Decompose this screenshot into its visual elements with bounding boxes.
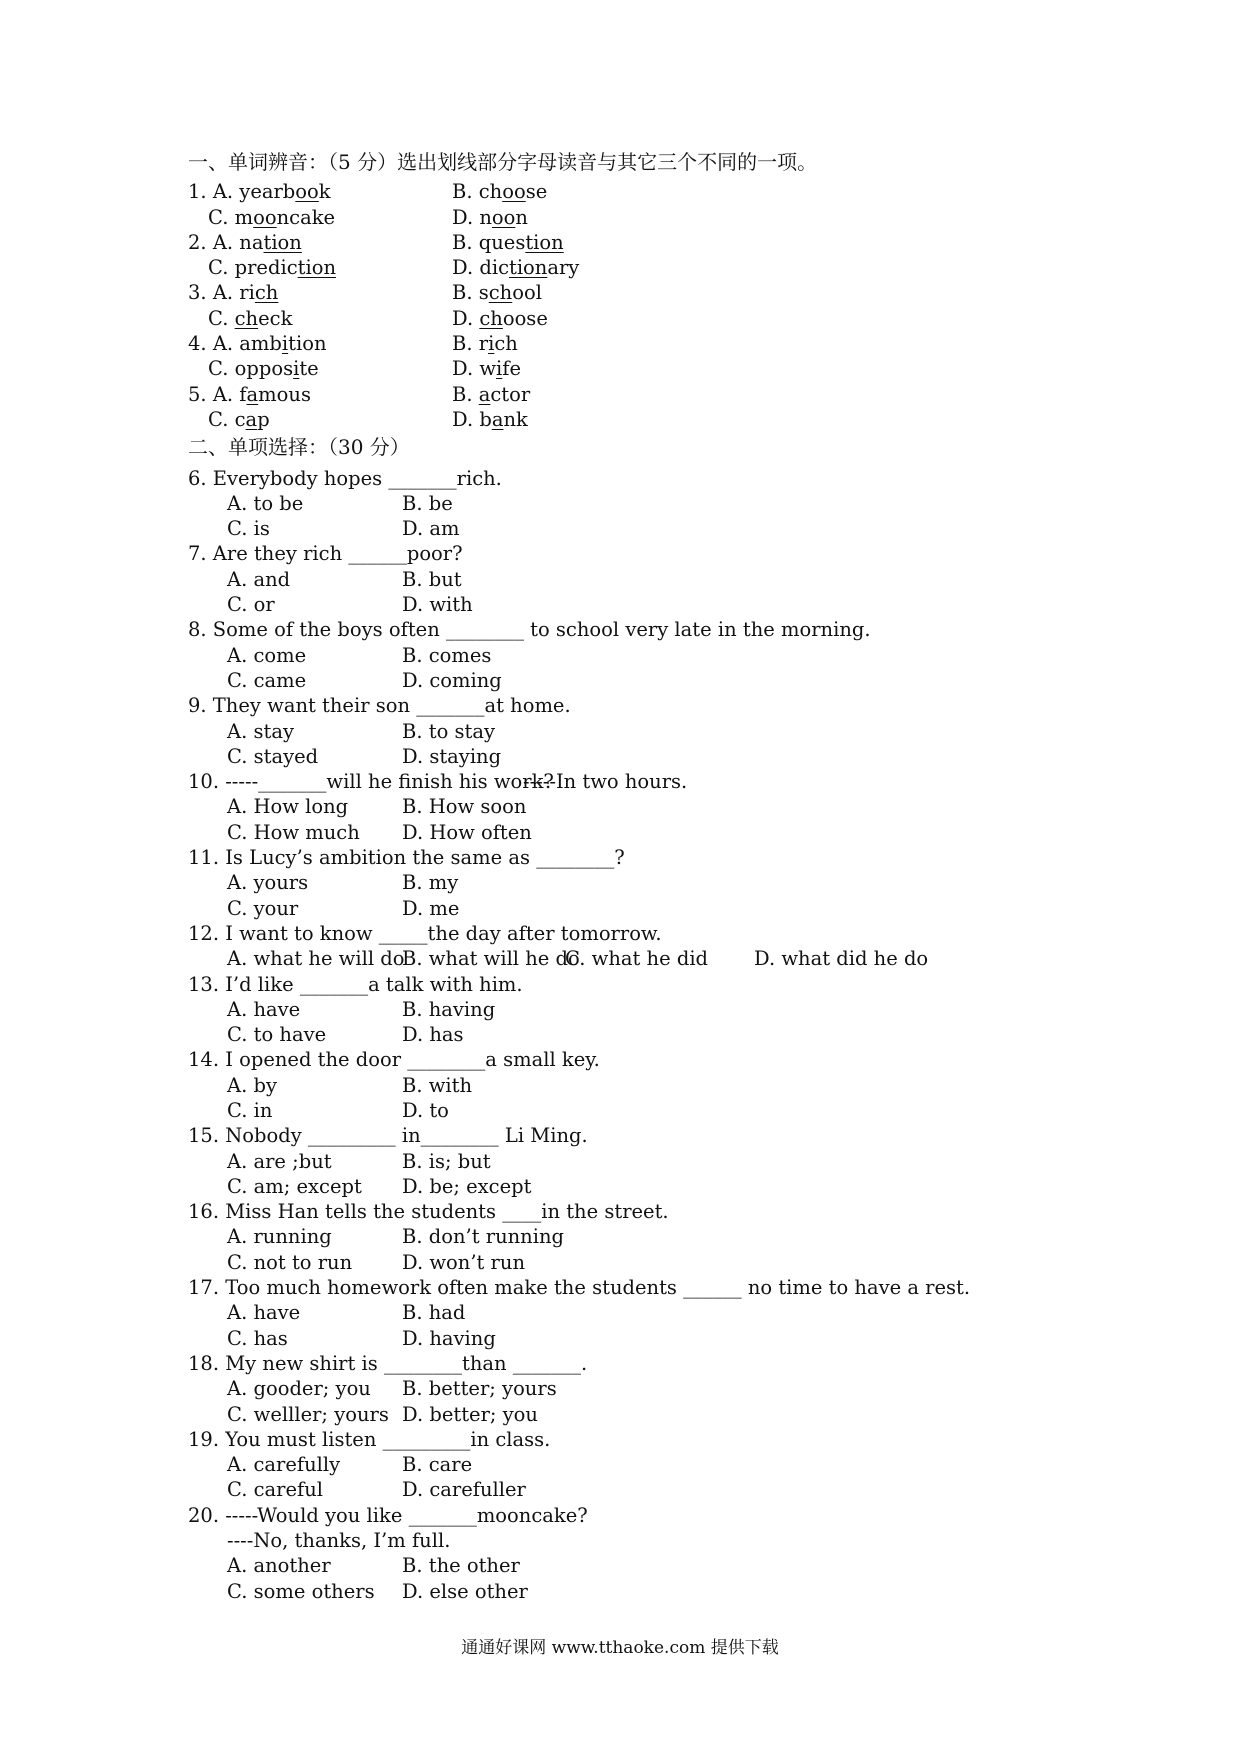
- word-part: c: [234, 407, 246, 431]
- option-d: D. else other: [402, 1579, 528, 1603]
- option-label: D.: [452, 357, 480, 381]
- underlined-letters: oo: [491, 205, 516, 229]
- phonetic-col-left: [188, 382, 311, 407]
- option-c: C. or: [227, 593, 275, 617]
- options-row: [188, 1452, 1068, 1477]
- phonetic-col-right: [452, 230, 564, 255]
- option-c: C. welller; yours: [227, 1402, 389, 1426]
- option-d: D. better; you: [402, 1402, 538, 1426]
- word-part: oose: [502, 306, 548, 330]
- option-label: A.: [212, 281, 240, 305]
- option-label: B.: [452, 382, 479, 406]
- word-part: m: [234, 205, 254, 229]
- options-row: [188, 1250, 1068, 1275]
- question-stem: [188, 1199, 1068, 1224]
- word-part: w: [479, 357, 497, 381]
- section-heading-choice: 二、单项选择：（30 分）: [188, 435, 410, 460]
- option-d: D. won’t run: [402, 1250, 525, 1274]
- options-row: [188, 1376, 1068, 1401]
- option-d: D. what did he do: [754, 947, 929, 971]
- phonetic-col-left: [208, 205, 335, 230]
- word-part: tion: [288, 332, 327, 356]
- option-label: B.: [452, 281, 479, 305]
- options-row: [188, 668, 1068, 693]
- question-text: 16. Miss Han tells the students ____in the street.: [188, 1200, 669, 1224]
- question-stem: [188, 1351, 1068, 1376]
- option-d: [452, 357, 521, 380]
- option-label: B.: [452, 180, 479, 204]
- option-c: C. stayed: [227, 744, 319, 768]
- option-a: A. by: [227, 1073, 277, 1097]
- phonetic-col-left: [208, 306, 292, 331]
- options-row: [188, 491, 1068, 516]
- phonetic-item: [188, 280, 1068, 305]
- question-stem: [188, 845, 1068, 870]
- word-part: ch: [494, 332, 518, 356]
- word-part: f: [239, 382, 247, 406]
- option-d: D. me: [402, 896, 460, 920]
- option-a: [213, 383, 311, 406]
- option-d: D. to: [402, 1098, 449, 1122]
- option-b: B. is; but: [402, 1149, 491, 1173]
- option-b: B. comes: [402, 643, 492, 667]
- item-number: 1.: [188, 180, 213, 204]
- option-b: B. don’t running: [402, 1225, 565, 1249]
- option-label: C.: [208, 256, 235, 280]
- underlined-letters: a: [478, 382, 491, 406]
- word-part: n: [479, 205, 492, 229]
- question-stem: [188, 466, 1068, 491]
- option-label: D.: [452, 256, 480, 280]
- exam-page: [188, 150, 1068, 1604]
- option-b: B. had: [402, 1301, 466, 1325]
- option-label: C.: [208, 306, 235, 330]
- word-part: mous: [258, 382, 311, 406]
- option-d: D. staying: [402, 744, 502, 768]
- underlined-letters: i: [281, 332, 289, 356]
- option-d: [452, 408, 528, 431]
- option-label: D.: [452, 407, 480, 431]
- option-a: A. come: [227, 643, 307, 667]
- question-text: 20. -----Would you like _______mooncake?: [188, 1503, 588, 1527]
- word-part: ool: [512, 281, 542, 305]
- option-c: C. to have: [227, 1023, 327, 1047]
- option-c: C. has: [227, 1326, 288, 1350]
- option-c: C. not to run: [227, 1250, 353, 1274]
- options-row: [188, 896, 1068, 921]
- option-c: [208, 206, 335, 229]
- option-c: [208, 357, 319, 380]
- option-a: [213, 180, 331, 203]
- option-a: A. have: [227, 1301, 301, 1325]
- question-text: 8. Some of the boys often ________ to school very late in the morning.: [188, 618, 871, 642]
- word-part: eck: [258, 306, 293, 330]
- word-part: ctor: [490, 382, 531, 406]
- word-part: ary: [547, 256, 580, 280]
- question-text: 11. Is Lucy’s ambition the same as ________?: [188, 846, 625, 870]
- option-d: [452, 256, 579, 279]
- option-a: A. another: [227, 1554, 331, 1578]
- answer-dialogue: -----In two hours.: [523, 770, 688, 794]
- option-c: C. careful: [227, 1478, 324, 1502]
- option-d: D. has: [402, 1023, 464, 1047]
- option-d: D. with: [402, 593, 473, 617]
- options-row: [188, 946, 1068, 971]
- word-part: b: [479, 407, 492, 431]
- question-text: 7. Are they rich ______poor?: [188, 542, 463, 566]
- option-a: A. stay: [227, 719, 294, 743]
- item-number: 3.: [188, 281, 213, 305]
- option-label: B.: [452, 332, 479, 356]
- underlined-letters: tion: [263, 230, 302, 254]
- word-part: yearb: [239, 180, 296, 204]
- options-row: [188, 516, 1068, 541]
- option-a: [213, 281, 279, 304]
- word-part: amb: [239, 332, 282, 356]
- options-row: [188, 997, 1068, 1022]
- phonetic-col-right: [452, 179, 547, 204]
- phonetic-col-right: [452, 280, 542, 305]
- options-row: [188, 1477, 1068, 1502]
- phonetic-col-right: [452, 356, 521, 381]
- question-text: 18. My new shirt is ________than _______.: [188, 1351, 588, 1375]
- option-c: C. came: [227, 668, 307, 692]
- option-b: [452, 231, 564, 254]
- word-part: n: [515, 205, 528, 229]
- option-a: A. How long: [227, 795, 349, 819]
- section-heading-phonetics: 一、单词辨音：（5 分）选出划线部分字母读音与其它三个不同的一项。: [188, 150, 818, 174]
- phonetic-col-left: [208, 255, 336, 280]
- option-label: C.: [208, 407, 235, 431]
- option-d: [452, 206, 528, 229]
- question-stem: [188, 921, 1068, 946]
- underlined-letters: i: [293, 357, 300, 381]
- phonetic-col-left: [208, 407, 270, 432]
- options-row: [188, 794, 1068, 819]
- question-stem: [188, 617, 1068, 642]
- word-part: nk: [503, 407, 528, 431]
- question-text: 13. I’d like _______a talk with him.: [188, 972, 523, 996]
- phonetic-col-right: [452, 382, 530, 407]
- underlined-letters: oo: [253, 205, 277, 229]
- option-a: A. carefully: [227, 1453, 341, 1477]
- underlined-letters: ch: [488, 281, 513, 305]
- option-label: A.: [212, 332, 240, 356]
- option-c: C. am; except: [227, 1174, 362, 1198]
- options-row: [188, 1553, 1068, 1578]
- phonetic-col-left: [208, 356, 319, 381]
- question-stem: [188, 972, 1068, 997]
- options-row: [188, 719, 1068, 744]
- word-part: ncake: [276, 205, 336, 229]
- option-c: [208, 307, 292, 330]
- option-d: D. How often: [402, 820, 532, 844]
- underlined-letters: a: [491, 407, 504, 431]
- option-d: [452, 307, 548, 330]
- option-b: [452, 332, 518, 355]
- word-part: oppos: [234, 357, 294, 381]
- option-a: [213, 332, 327, 355]
- question-text: 12. I want to know _____the day after tomorrow.: [188, 921, 662, 945]
- option-b: B. having: [402, 997, 496, 1021]
- question-text: ----No, thanks, I’m full.: [227, 1529, 451, 1553]
- phonetic-item-row2: [188, 306, 1068, 331]
- word-part: se: [525, 180, 548, 204]
- options-row: [188, 1098, 1068, 1123]
- option-b: [452, 383, 530, 406]
- underlined-letters: tion: [297, 256, 336, 280]
- question-text: 10. -----_______will he finish his work?: [188, 770, 554, 794]
- option-b: [452, 180, 547, 203]
- option-b: B. to stay: [402, 719, 495, 743]
- word-part: te: [299, 357, 319, 381]
- word-part: s: [478, 281, 489, 305]
- phonetic-col-right: [452, 306, 548, 331]
- option-a: A. what he will do: [227, 947, 405, 971]
- option-b: B. my: [402, 871, 459, 895]
- option-a: A. gooder; you: [227, 1377, 371, 1401]
- word-part: r: [478, 332, 489, 356]
- question-text: 19. You must listen _________in class.: [188, 1427, 551, 1451]
- options-row: [188, 744, 1068, 769]
- question-text: 9. They want their son _______at home.: [188, 694, 571, 718]
- option-d: D. be; except: [402, 1174, 532, 1198]
- option-a: A. running: [227, 1225, 332, 1249]
- underlined-letters: oo: [502, 180, 526, 204]
- option-a: A. yours: [227, 871, 309, 895]
- option-b: B. How soon: [402, 795, 527, 819]
- underlined-letters: ch: [479, 306, 503, 330]
- question-list: [188, 466, 1068, 1604]
- option-d: D. coming: [402, 668, 502, 692]
- options-row: [188, 870, 1068, 895]
- option-a: A. are ;but: [227, 1149, 332, 1173]
- phonetic-item-row2: [188, 255, 1068, 280]
- option-d: D. am: [402, 517, 460, 541]
- phonetic-col-right: [452, 255, 579, 280]
- item-number: 5.: [188, 382, 213, 406]
- phonetic-col-left: [188, 331, 327, 356]
- phonetic-col-right: [452, 331, 518, 356]
- phonetic-item-row2: [188, 407, 1068, 432]
- underlined-letters: i: [496, 357, 503, 381]
- option-label: B.: [452, 230, 479, 254]
- phonetic-col-left: [188, 280, 278, 305]
- options-row: [188, 1402, 1068, 1427]
- option-d: D. carefuller: [402, 1478, 526, 1502]
- option-b: B. be: [402, 491, 453, 515]
- word-part: dic: [479, 256, 509, 280]
- word-part: ques: [478, 230, 526, 254]
- question-text: 6. Everybody hopes _______rich.: [188, 466, 502, 490]
- options-row: [188, 1149, 1068, 1174]
- option-c: C. some others: [227, 1579, 375, 1603]
- underlined-letters: a: [245, 407, 258, 431]
- word-part: k: [318, 180, 331, 204]
- footer-source: 通通好课网 www.tthaoke.com 提供下载: [461, 1638, 779, 1658]
- options-row: [188, 1174, 1068, 1199]
- phonetic-item-row2: [188, 205, 1068, 230]
- option-b: [452, 281, 542, 304]
- option-label: D.: [452, 205, 480, 229]
- word-part: predic: [234, 256, 298, 280]
- option-c: C. what he did: [565, 947, 709, 971]
- option-c: [208, 408, 270, 431]
- underlined-letters: i: [488, 332, 495, 356]
- option-b: B. better; yours: [402, 1377, 557, 1401]
- underlined-letters: tion: [525, 230, 564, 254]
- question-stem: [188, 1503, 1068, 1528]
- option-b: B. the other: [402, 1554, 520, 1578]
- underlined-letters: tion: [508, 256, 548, 280]
- word-part: na: [239, 230, 264, 254]
- question-text: 17. Too much homework often make the students ______ no time to have a rest.: [188, 1276, 971, 1300]
- option-label: A.: [212, 230, 240, 254]
- underlined-letters: a: [246, 382, 259, 406]
- options-row: [188, 1073, 1068, 1098]
- option-label: D.: [452, 306, 480, 330]
- question-stem: [188, 1123, 1068, 1148]
- word-part: fe: [502, 357, 522, 381]
- options-row: [188, 567, 1068, 592]
- options-row: [188, 1224, 1068, 1249]
- option-c: [208, 256, 336, 279]
- phonetic-col-right: [452, 407, 528, 432]
- phonetic-item-row2: [188, 356, 1068, 381]
- word-part: ri: [239, 281, 255, 305]
- option-c: C. your: [227, 896, 299, 920]
- option-label: C.: [208, 357, 235, 381]
- options-row: [188, 1579, 1068, 1604]
- phonetic-col-left: [188, 179, 331, 204]
- item-number: 2.: [188, 230, 213, 254]
- options-row: [188, 820, 1068, 845]
- option-b: B. with: [402, 1073, 473, 1097]
- options-row: [188, 643, 1068, 668]
- phonetic-col-left: [188, 230, 302, 255]
- question-stem: [188, 541, 1068, 566]
- item-number: 4.: [188, 332, 213, 356]
- phonetic-col-right: [452, 205, 528, 230]
- word-part: ch: [478, 180, 503, 204]
- option-b: B. what will he do: [402, 947, 580, 971]
- phonetic-item: [188, 382, 1068, 407]
- option-b: B. but: [402, 567, 462, 591]
- question-stem: [188, 1275, 1068, 1300]
- option-a: [213, 231, 302, 254]
- option-c: C. in: [227, 1098, 273, 1122]
- question-stem: [188, 769, 1068, 794]
- question-text: 15. Nobody _________ in________ Li Ming.: [188, 1124, 588, 1148]
- phonetics-list: [188, 179, 1068, 432]
- option-a: A. have: [227, 997, 301, 1021]
- underlined-letters: oo: [295, 180, 319, 204]
- options-row: [188, 592, 1068, 617]
- question-text: 14. I opened the door ________a small key.: [188, 1048, 600, 1072]
- option-a: A. and: [227, 567, 291, 591]
- question-stem: [188, 693, 1068, 718]
- phonetic-item: [188, 331, 1068, 356]
- option-label: A.: [212, 180, 240, 204]
- phonetic-item: [188, 230, 1068, 255]
- options-row: [188, 1326, 1068, 1351]
- question-stem-cont: [188, 1528, 1068, 1553]
- option-b: B. care: [402, 1453, 473, 1477]
- option-label: A.: [212, 382, 240, 406]
- option-c: C. How much: [227, 820, 360, 844]
- option-label: C.: [208, 205, 235, 229]
- option-d: D. having: [402, 1326, 496, 1350]
- underlined-letters: ch: [254, 281, 279, 305]
- question-stem: [188, 1047, 1068, 1072]
- option-c: C. is: [227, 517, 270, 541]
- phonetic-item: [188, 179, 1068, 204]
- question-stem: [188, 1427, 1068, 1452]
- option-a: A. to be: [227, 491, 304, 515]
- word-part: p: [257, 407, 270, 431]
- underlined-letters: ch: [234, 306, 259, 330]
- options-row: [188, 1022, 1068, 1047]
- options-row: [188, 1300, 1068, 1325]
